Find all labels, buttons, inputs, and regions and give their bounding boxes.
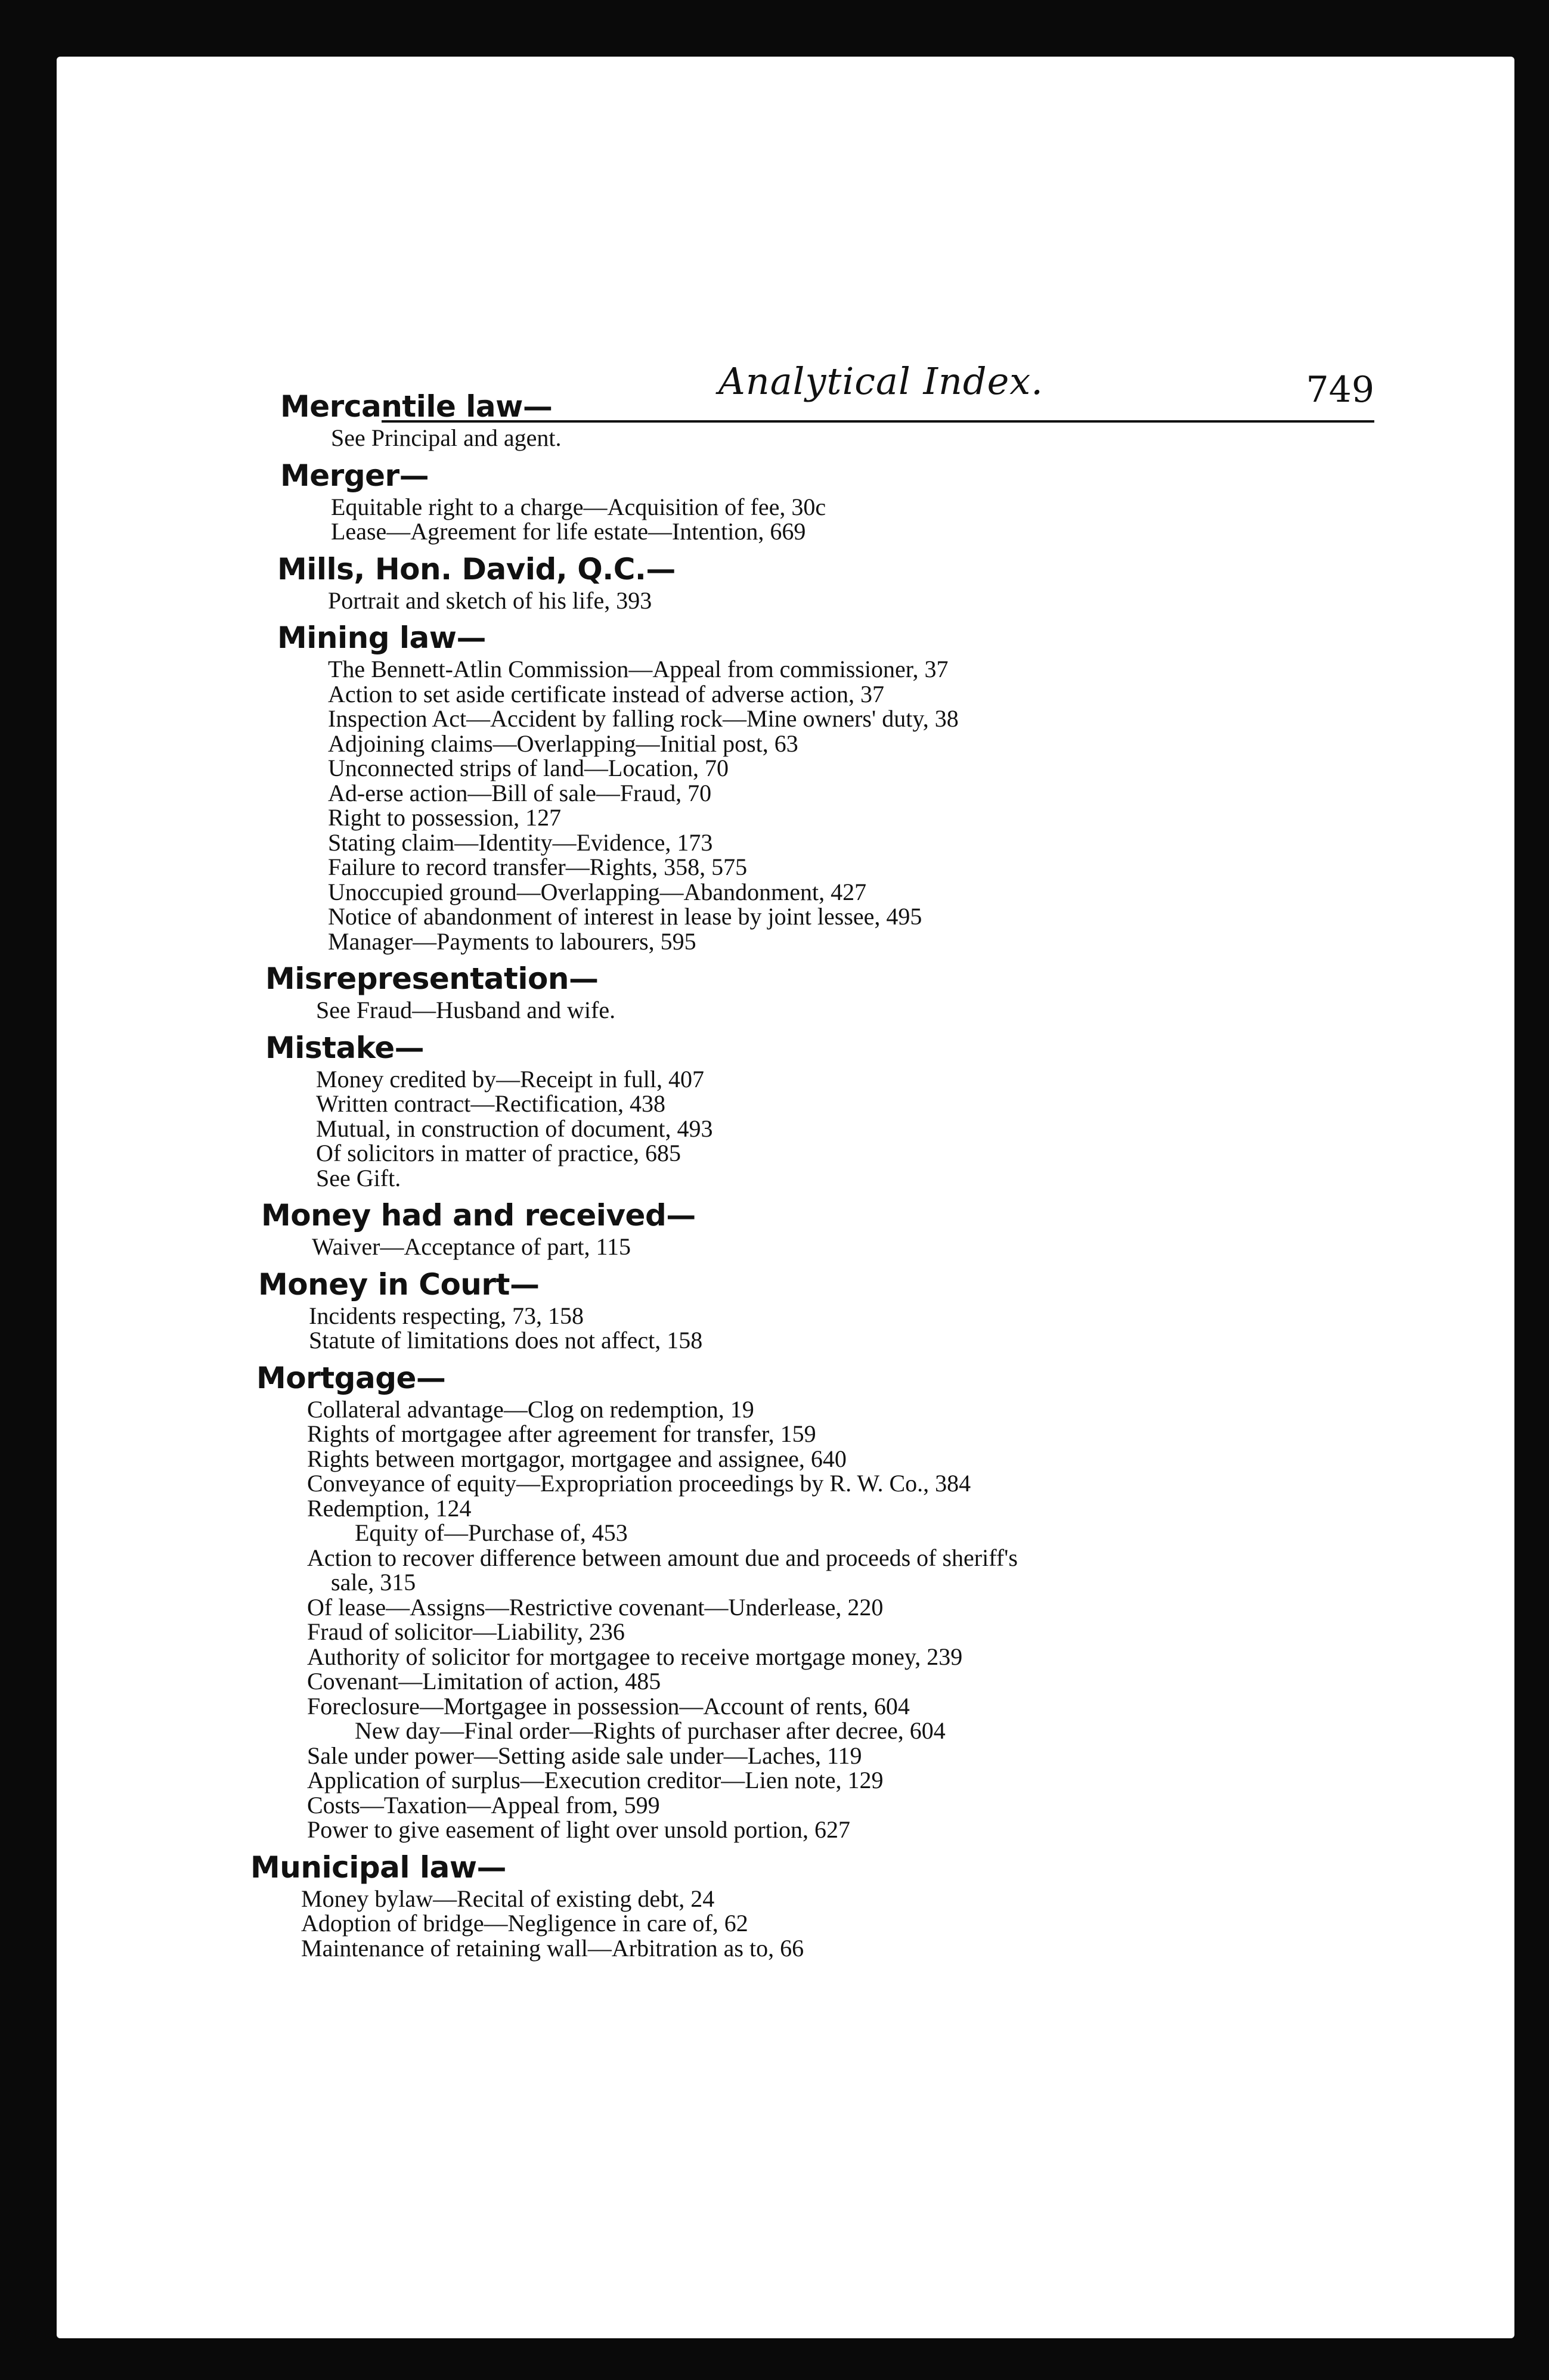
- entry-subline: Equity of—Purchase of, 453: [355, 1519, 628, 1546]
- entry-subline: Rights between mortgagor, mortgagee and assignee, 640: [307, 1445, 847, 1472]
- entry-subline: sale, 315: [331, 1569, 416, 1596]
- entry-subline: Lease—Agreement for life estate—Intention, 669: [331, 518, 806, 545]
- entry-subline: Unconnected strips of land—Location, 70: [328, 755, 729, 781]
- entry-heading: Mills, Hon. David, Q.C.—: [277, 551, 676, 587]
- entry-subline: Notice of abandonment of interest in lease by joint lessee, 495: [328, 903, 922, 930]
- index-entry: [277, 550, 1327, 613]
- entry-subline: Action to set aside certificate instead of adverse action, 37: [328, 680, 884, 708]
- index-entry: [258, 1265, 1308, 1353]
- entry-subline: Sale under power—Setting aside sale under—Laches, 119: [307, 1742, 862, 1769]
- entry-subline: Conveyance of equity—Expropriation proceedings by R. W. Co., 384: [307, 1470, 971, 1497]
- entry-subline: Stating claim—Identity—Evidence, 173: [328, 828, 713, 856]
- entry-subline: Mutual, in construction of document, 493: [316, 1115, 713, 1142]
- index-entry: [265, 1029, 1315, 1191]
- index-entry: [261, 1196, 1311, 1259]
- entry-subline: Written contract—Rectification, 438: [316, 1090, 665, 1117]
- entry-subline: Power to give easement of light over unsold portion, 627: [307, 1816, 850, 1843]
- entry-subline: Redemption, 124: [307, 1494, 472, 1522]
- entry-subline: Authority of solicitor for mortgagee to receive mortgage money, 239: [307, 1643, 963, 1670]
- entry-subline: See Fraud—Husband and wife.: [316, 997, 616, 1023]
- entry-subline: Action to recover difference between amount due and proceeds of sheriff's: [307, 1544, 1018, 1571]
- entry-subline: Covenant—Limitation of action, 485: [307, 1668, 661, 1695]
- entry-subline: Rights of mortgagee after agreement for transfer, 159: [307, 1420, 816, 1447]
- entry-heading: Money in Court—: [258, 1267, 540, 1302]
- index-entry: [277, 619, 1327, 954]
- entry-subline: Collateral advantage—Clog on redemption, 19: [307, 1395, 754, 1423]
- entry-subline: Application of surplus—Execution creditor—Lien note, 129: [307, 1767, 884, 1793]
- entry-subline: Money bylaw—Recital of existing debt, 24: [301, 1885, 715, 1912]
- entry-subline: Portrait and sketch of his life, 393: [328, 587, 652, 614]
- entry-subline: Fraud of solicitor—Liability, 236: [307, 1618, 625, 1645]
- entry-subline: Waiver—Acceptance of part, 115: [312, 1233, 631, 1260]
- entry-heading: Mining law—: [277, 620, 486, 655]
- entry-heading: Mortgage—: [256, 1360, 446, 1395]
- index-entry: [280, 457, 1330, 544]
- entry-heading: Mistake—: [265, 1030, 425, 1065]
- entry-subline: See Gift.: [316, 1164, 401, 1191]
- page-number: 749: [1306, 369, 1374, 411]
- entry-subline: Of lease—Assigns—Restrictive covenant—Underlease, 220: [307, 1593, 884, 1621]
- entry-subline: Money credited by—Receipt in full, 407: [316, 1065, 704, 1093]
- entry-subline: Right to possession, 127: [328, 804, 562, 831]
- entry-subline: Equitable right to a charge—Acquisition of fee, 30c: [331, 493, 826, 520]
- entry-subline: Maintenance of retaining wall—Arbitration as to, 66: [301, 1934, 804, 1962]
- index-entries: [250, 381, 1330, 1962]
- entry-subline: Statute of limitations does not affect, 158: [309, 1327, 703, 1354]
- entry-heading: Merger—: [280, 458, 429, 493]
- index-entry: [250, 1848, 1300, 1961]
- entry-subline: Manager—Payments to labourers, 595: [328, 927, 696, 955]
- entry-subline: Inspection Act—Accident by falling rock—Mine owners' duty, 38: [328, 705, 959, 732]
- entry-subline: Adjoining claims—Overlapping—Initial post, 63: [328, 730, 798, 757]
- entry-heading: Misrepresentation—: [265, 961, 599, 996]
- entry-subline: Incidents respecting, 73, 158: [309, 1302, 584, 1329]
- entry-subline: Foreclosure—Mortgagee in possession—Account of rents, 604: [307, 1692, 910, 1720]
- entry-subline: The Bennett-Atlin Commission—Appeal from commissioner, 37: [328, 656, 949, 682]
- entry-subline: Costs—Taxation—Appeal from, 599: [307, 1791, 660, 1819]
- entry-subline: Of solicitors in matter of practice, 685: [316, 1140, 681, 1166]
- running-title: Analytical Index.: [718, 359, 1043, 403]
- entry-subline: See Principal and agent.: [331, 424, 562, 451]
- entry-subline: New day—Final order—Rights of purchaser after decree, 604: [355, 1717, 946, 1744]
- entry-heading: Mercantile law—: [280, 389, 553, 424]
- entry-subline: Unoccupied ground—Overlapping—Abandonment, 427: [328, 878, 867, 905]
- index-entry: [280, 387, 1330, 451]
- entry-heading: Money had and received—: [261, 1198, 696, 1233]
- entry-subline: Ad‑erse action—Bill of sale—Fraud, 70: [328, 779, 712, 806]
- entry-subline: Failure to record transfer—Rights, 358, 575: [328, 854, 748, 880]
- index-entry: [256, 1359, 1306, 1842]
- index-entry: [265, 960, 1315, 1023]
- entry-heading: Municipal law—: [250, 1850, 507, 1885]
- entry-subline: Adoption of bridge—Negligence in care of, 62: [301, 1910, 748, 1937]
